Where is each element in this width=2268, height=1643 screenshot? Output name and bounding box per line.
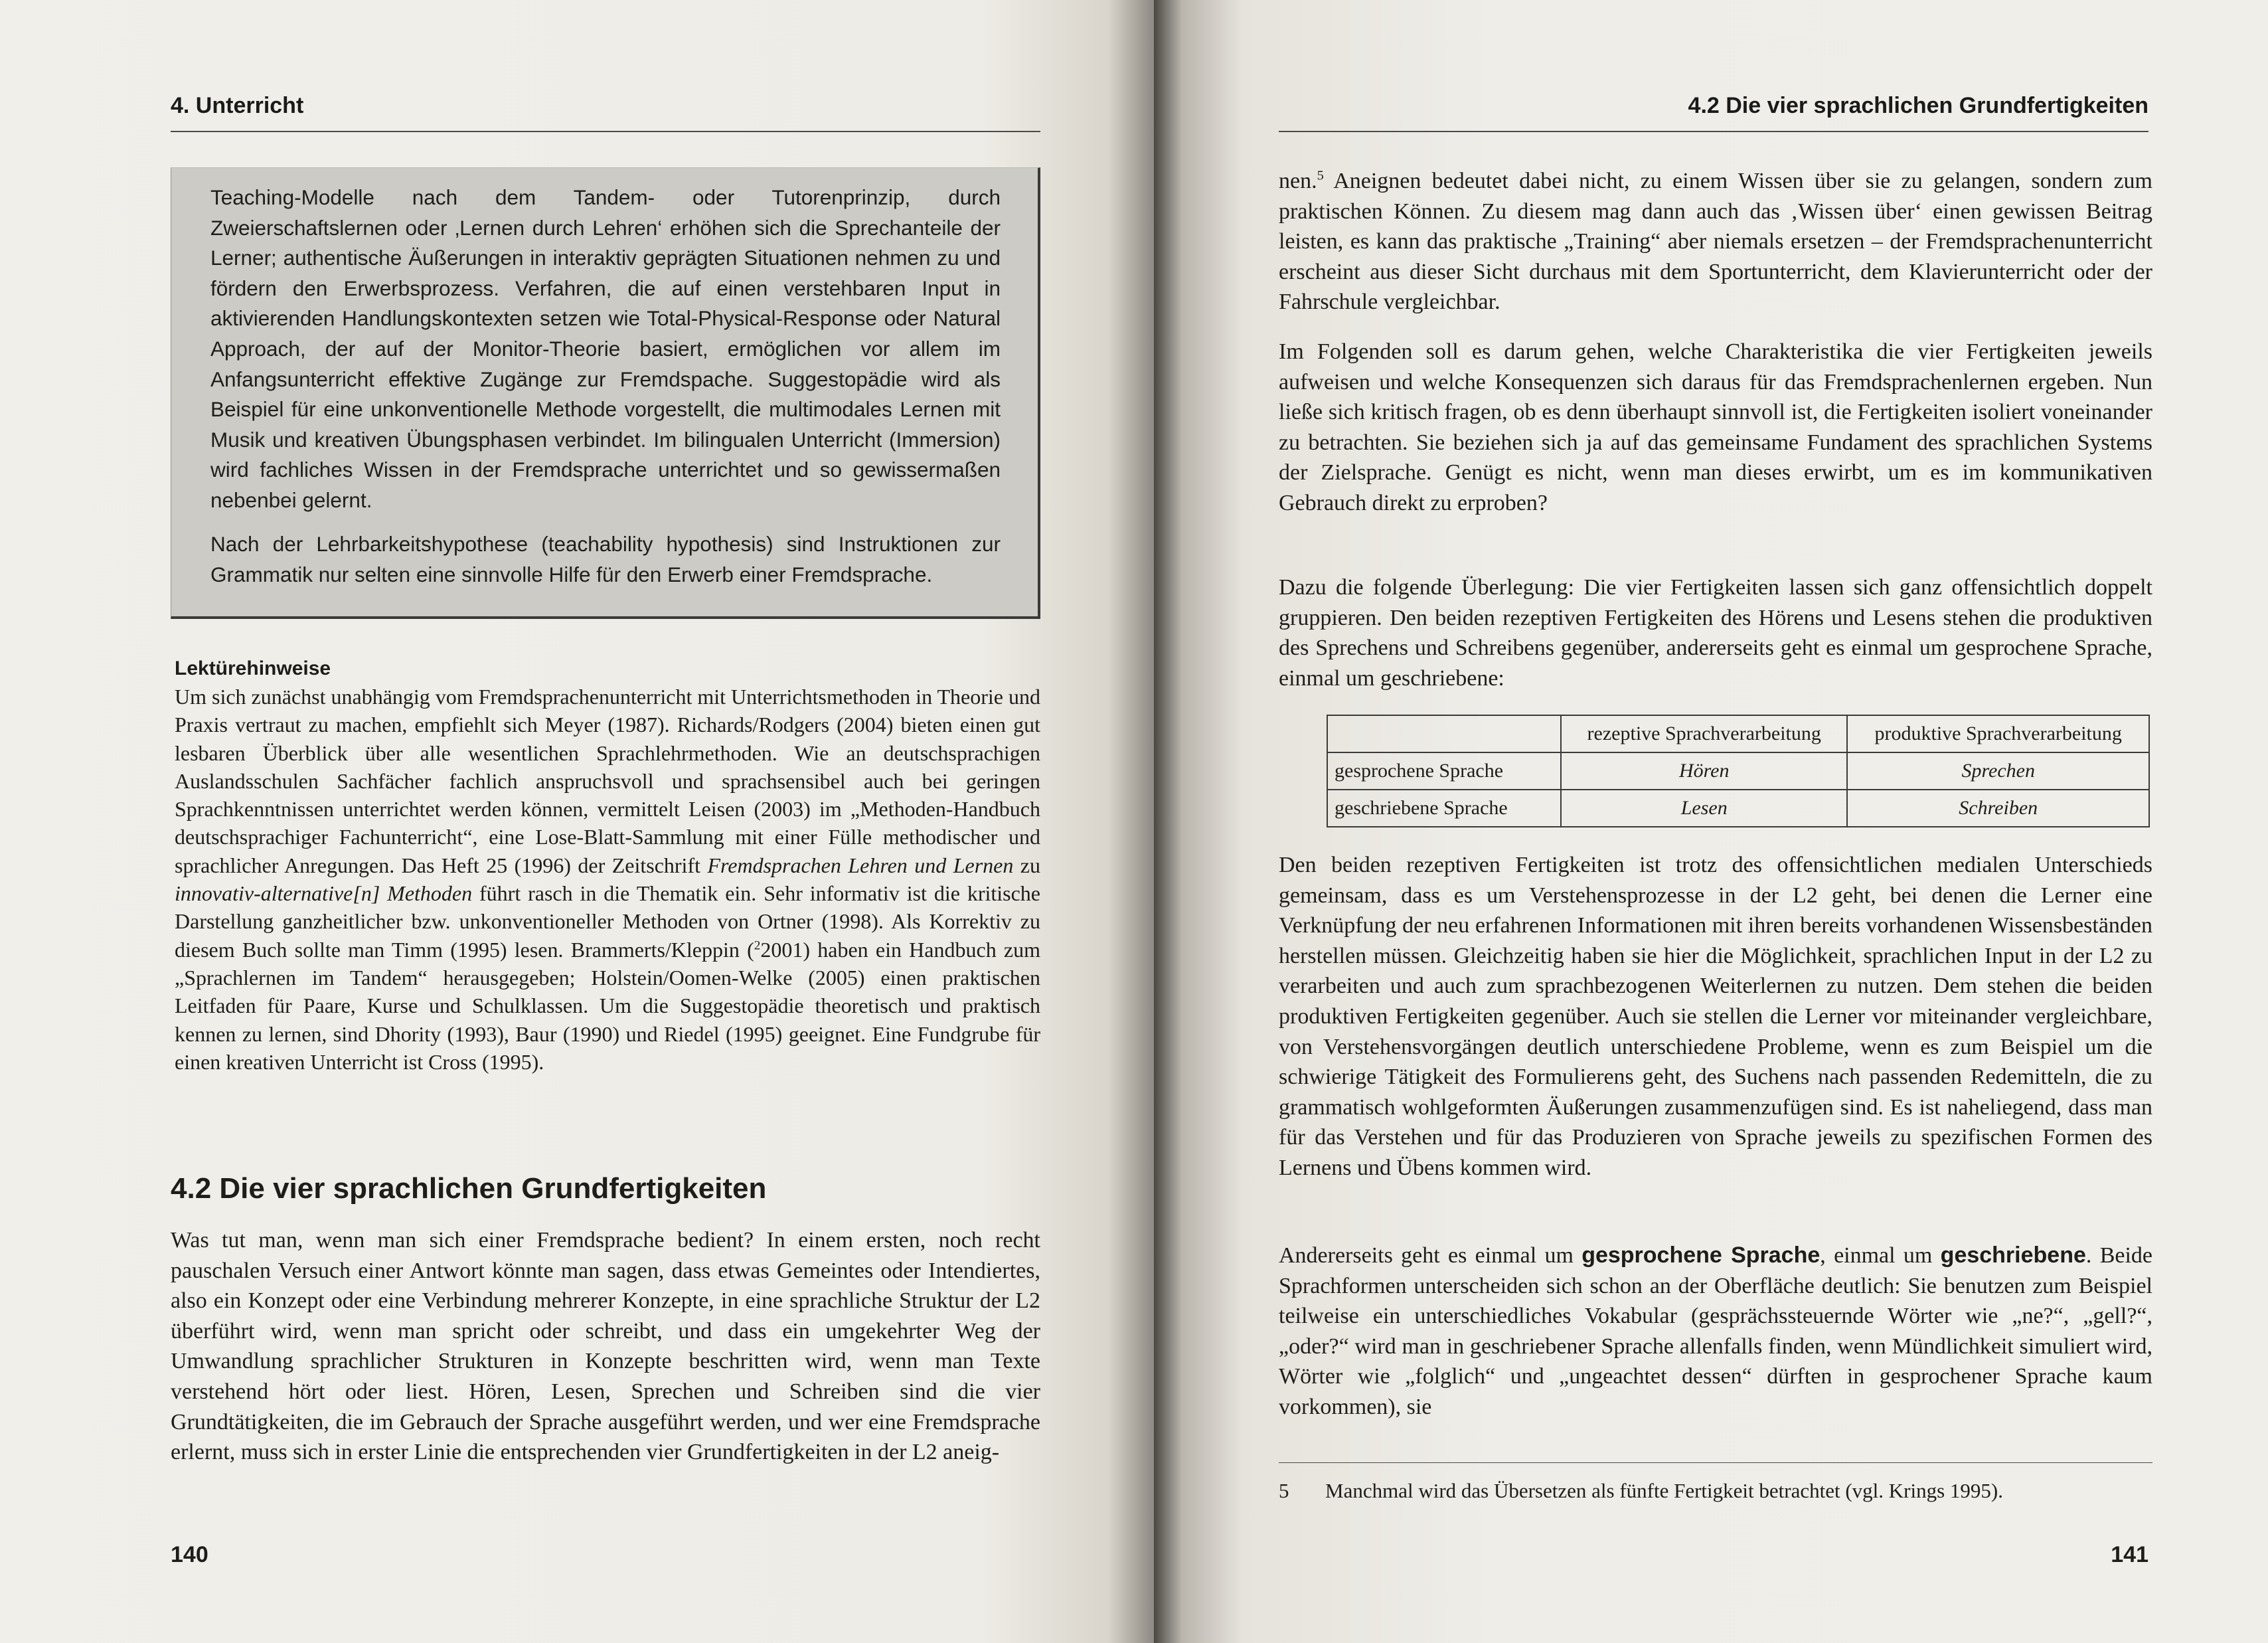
summary-box [171, 167, 1040, 619]
footnote [1279, 1476, 2152, 1506]
reading-tips-label: Lektürehinweise [175, 657, 331, 679]
table-row-label: gesprochene Sprache [1327, 752, 1561, 790]
footnote-rule [1279, 1462, 2152, 1463]
table-cell-receptive: Hören [1561, 752, 1847, 790]
section-heading: 4.2 Die vier sprachlichen Grundfertigkeiten [171, 1172, 767, 1205]
summary-paragraph-2: Nach der Lehrbarkeitshypothese (teachability hypothesis) sind Instruktionen zur Grammatik nur selten eine sinnvolle Hilfe für den Erwerb einer Fremdsprache. [210, 532, 1001, 586]
left-header-rule [171, 131, 1040, 132]
right-paragraph-4: Den beiden rezeptiven Fertigkeiten ist trotz des offensichtlichen medialen Unterschieds gemeinsam, dass es um Verstehensprozesse in der L2 geht, bei denen die Lerner eine Verknüpfung der neu erfahrenen Informationen mit ihren bereits vorhandenen Wissensbeständen herstellen müssen. Gleichzeitig haben sie hier die Möglichkeit, sprachlichen Input in der L2 zu verarbeiten und auch zum sprachbezogenen Weiterlernen zu nutzen. Dem stehen die beiden produktiven Fertigkeiten gegenüber. Auch sie stellen die Lerner vor miteinander vergleichbare, von Verstehensvorgängen deutlich unterschiedene Probleme, wenn es zum Beispiel um die schwierige Tätigkeit des Formulierens geht, des Suchens nach passenden Redemitteln, die zu grammatisch wohlgeformten Äußerungen zusammenzufügen sind. Es ist naheliegend, dass man für das Verstehen und für das Produzieren von Sprache jeweils zu spezifischen Formen des Lernens und Übens kommen wird. [1279, 853, 2152, 1180]
table-corner-cell [1327, 715, 1561, 752]
skills-table [1327, 715, 2150, 827]
footnote-text: Manchmal wird das Übersetzen als fünfte Fertigkeit betrachtet (vgl. Krings 1995). [1325, 1479, 2003, 1502]
footnote-number: 5 [1279, 1479, 1289, 1502]
summary-paragraph-1: Teaching-Modelle nach dem Tandem- oder Tutorenprinzip, durch Zweierschaftslernen oder ‚Lernen durch Lehren‘ erhöhen sich die Sprechanteile der Lerner; authentische Äußerungen in interaktiv geprägten Situationen nehmen zu und fördern den Erwerbsprozess. Verfahren, die auf einen verstehbaren Input in aktivierenden Handlungskontexten setzen wie Total-Physical-Response oder Natural Approach, der auf der Monitor-Theorie basiert, ermöglichen vor allem im Anfangsunterricht effektive Zugänge zur Fremdspache. Suggestopädie wird als Beispiel für eine unkonventionelle Methode vorgestellt, die multimodales Lernen mit Musik und kreativen Übungsphasen verbindet. Im bilingualen Unterricht (Immersion) wird fachliches Wissen in der Fremdsprache unterrichtet und so gewissermaßen nebenbei gelernt. [210, 185, 1001, 512]
table-row [1327, 790, 2149, 827]
right-paragraph-3: Dazu die folgende Überlegung: Die vier Fertigkeiten lassen sich ganz offensichtlich doppelt gruppieren. Den beiden rezeptiven Fertigkeiten des Hörens und Lesens stehen die produktiven des Sprechens und Schreibens gegenüber, andererseits geht es einmal um gesprochene Sprache, einmal um geschriebene: [1279, 575, 2152, 691]
table-header-productive: produktive Sprachverarbeitung [1847, 715, 2149, 752]
right-paragraph-2: Im Folgenden soll es darum gehen, welche Charakteristika die vier Fertigkeiten jeweils aufweisen und welche Konsequenzen sich daraus für das Fremdsprachenlernen ergeben. Nun ließe sich kritisch fragen, ob es denn überhaupt sinnvoll ist, die Fertigkeiten isoliert voneinander zu betrachten. Sie beziehen sich ja auf das gemeinsame Fundament des sprachlichen Systems der Zielsprache. Genügt es nicht, wenn man dieses erwirbt, um es im kommunikativen Gebrauch direkt zu erproben? [1279, 339, 2152, 515]
right-paragraph-5: Andererseits geht es einmal um gesprochene Sprache, einmal um geschriebene. Beide Sprachformen unterscheiden sich schon an der Oberfläche deutlich: Sie benutzen zum Beispiel teilweise ein unterschiedliches Vokabular (gesprächssteuernde Wörter wie „ne?“, „gell?“, „oder?“ wird man in geschriebener Sprache allenfalls finden, wenn Mündlichkeit simuliert wird, Wörter wie „folglich“ und „ungeachtet dessen“ dürften in gesprochener Sprache kaum vorkommen), sie [1279, 1243, 2153, 1419]
table-header-row [1327, 715, 2149, 752]
left-running-head: 4. Unterricht [171, 93, 304, 118]
table-row [1327, 752, 2149, 790]
table-header-receptive: rezeptive Sprachverarbeitung [1561, 715, 1847, 752]
table-cell-productive: Sprechen [1847, 752, 2149, 790]
right-page-number: 141 [2111, 1542, 2148, 1567]
right-paragraph-1: nen.$^5$ Aneignen bedeutet dabei nicht, zu einem Wissen über sie zu gelangen, sondern zum praktischen Können. Zu diesem mag dann auch das ‚Wissen über‘ einen gewissen Beitrag leisten, es kann das praktische „Training“ aber niemals ersetzen – der Fremdsprachenunterricht erscheint aus dieser Sicht durchaus mit dem Sportunterricht, dem Klavierunterricht oder der Fahrschule vergleichbar. [1279, 168, 2152, 315]
left-page-number: 140 [171, 1542, 208, 1567]
section-paragraph: Was tut man, wenn man sich einer Fremdsprache bedient? In einem ersten, noch recht pauschalen Versuch einer Antwort könnte man sagen, dass etwas Gemeintes oder Intendiertes, also ein Konzept oder eine Verbindung mehrerer Konzepte, in eine sprachliche Struktur der L2 überführt wird, wenn man spricht oder schreibt, und dass ein umgekehrter Weg der Umwandlung sprachlicher Strukturen in Konzepte beschritten wird, wenn man Texte verstehend hört oder liest. Hören, Lesen, Sprechen und Schreiben sind die vier Grundtätigkeiten, die im Gebrauch der Sprache ausgeführt werden, und wer eine Fremdsprache erlernt, muss sich in erster Linie die entsprechenden vier Grundfertigkeiten in der L2 aneig- [171, 1228, 1040, 1465]
table-cell-receptive: Lesen [1561, 790, 1847, 827]
table-cell-productive: Schreiben [1847, 790, 2149, 827]
table-row-label: geschriebene Sprache [1327, 790, 1561, 827]
footnote-reference: 5 [1317, 168, 1324, 183]
right-running-head: 4.2 Die vier sprachlichen Grundfertigkeiten [1688, 93, 2148, 118]
right-header-rule [1279, 131, 2148, 132]
reading-tips-text: Um sich zunächst unabhängig vom Fremdsprachenunterricht mit Unterrichtsmethoden in Theorie und Praxis vertraut zu machen, empfiehlt sich Meyer (1987). Richards/Rodgers (2004) bieten einen gut lesbaren Überblick über alle wesentlichen Sprachlehrmethoden. Wie an deutschsprachigen Auslandsschulen Sachfächer fachlich anspruchsvoll und sprachsensibel auch bei geringen Sprachkenntnissen unterrichtet werden können, vermittelt Leisen (2003) im „Methoden-Handbuch deutschsprachiger Fachunterricht“, eine Lose-Blatt-Sammlung mit einer Fülle methodischer und sprachlicher Anregungen. Das Heft 25 (1996) der Zeitschrift Fremdsprachen Lehren und Lernen zu innovativ-alternative[n] Methoden führt rasch in die Thematik ein. Sehr informativ ist die kritische Darstellung ganzheitlicher bzw. unkonventioneller Methoden von Ortner (1998). Als Korrektiv zu diesem Buch sollte man Timm (1995) lesen. Brammerts/Kleppin ($^2$2001) haben ein Handbuch zum „Sprachlernen im Tandem“ herausgegeben; Holstein/Oomen-Welke (2005) einen praktischen Leitfaden für Paare, Kurse und Schulklassen. Um die Suggestopädie theoretisch und praktisch kennen zu lernen, sind Dhority (1993), Baur (1990) und Riedel (1995) geeignet. Eine Fundgrube für einen kreativen Unterricht ist Cross (1995). [175, 685, 1041, 1074]
